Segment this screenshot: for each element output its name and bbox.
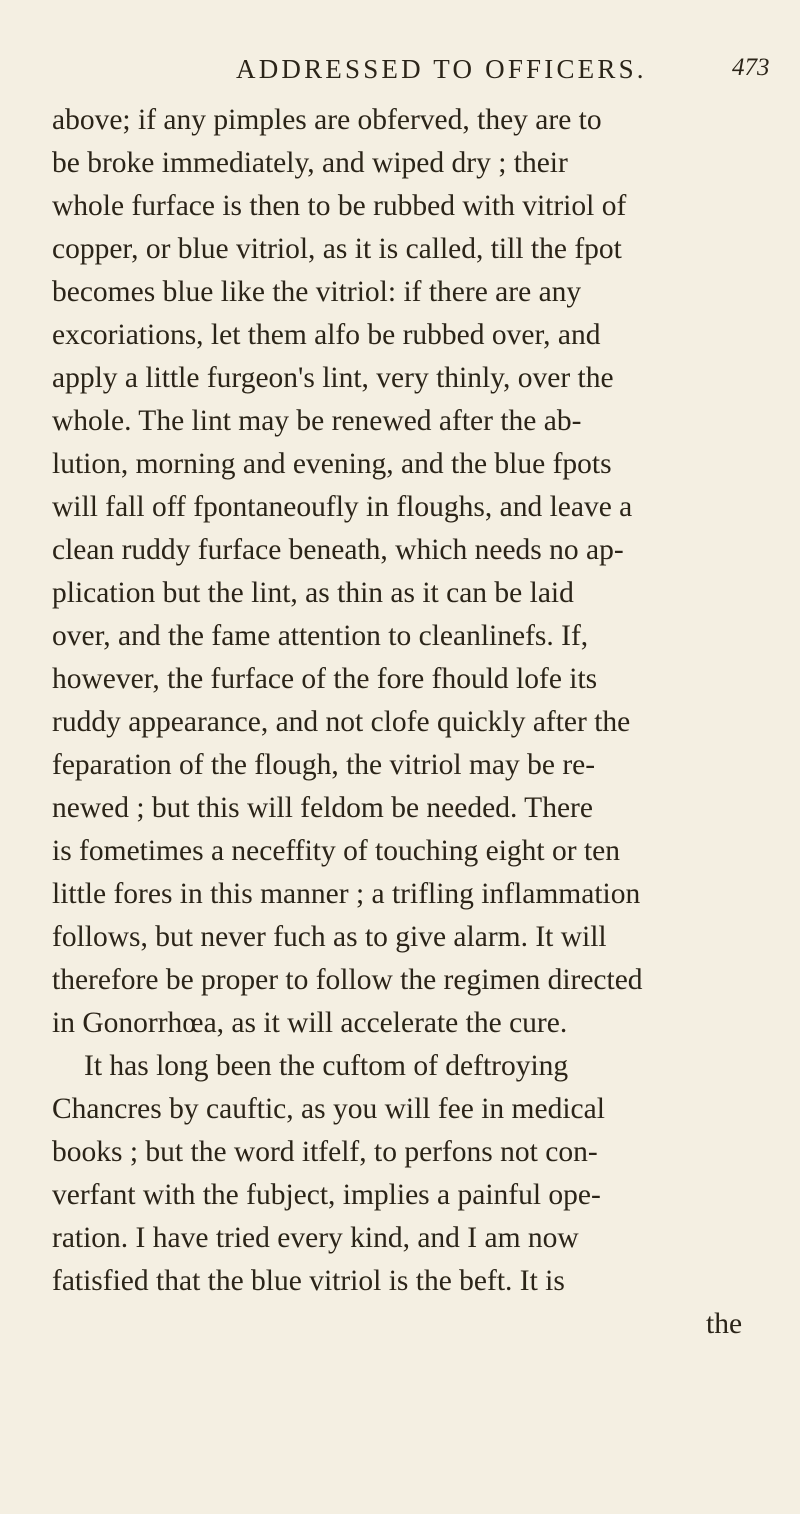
text-line: above; if any pimples are obferved, they are to (52, 104, 602, 136)
page-number: 473 (732, 54, 770, 81)
text-line: follows, but never fuch as to give alarm. It will (52, 921, 607, 953)
text-line: however, the furface of the fore fhould lofe its (52, 663, 598, 695)
catchword: the (706, 1308, 743, 1340)
text-line: newed ; but this will feldom be needed. There (52, 792, 593, 824)
text-line: excoriations, let them alfo be rubbed over, and (52, 319, 601, 351)
text-line: in Gonorrhœa, as it will accelerate the cure. (52, 1007, 568, 1039)
text-line: fatisfied that the blue vitriol is the beft. It is (52, 1265, 565, 1297)
text-line: verfant with the fubject, implies a painful ope- (52, 1179, 601, 1211)
text-line: books ; but the word itfelf, to perfons not con- (52, 1136, 598, 1168)
text-line: clean ruddy furface beneath, which needs no ap- (52, 534, 624, 566)
text-line: will fall off fpontaneoufly in floughs, and leave a (52, 491, 633, 523)
text-line: plication but the lint, as thin as it can be laid (52, 577, 574, 609)
text-line: whole furface is then to be rubbed with vitriol of (52, 190, 627, 222)
text-line: copper, or blue vitriol, as it is called, till the fpot (52, 233, 622, 265)
text-line: apply a little furgeon's lint, very thinly, over the (52, 362, 614, 394)
text-line: over, and the fame attention to cleanlinefs. If, (52, 620, 589, 652)
text-line: becomes blue like the vitriol: if there are any (52, 276, 582, 308)
text-line: Chancres by cauftic, as you will fee in medical (52, 1093, 605, 1125)
text-line: whole. The lint may be renewed after the ab- (52, 405, 582, 437)
text-line: little fores in this manner ; a trifling inflammation (52, 878, 641, 910)
text-line: lution, morning and evening, and the blue fpots (52, 448, 612, 480)
text-line: feparation of the flough, the vitriol may be re- (52, 749, 596, 781)
text-line: ruddy appearance, and not clofe quickly after the (52, 706, 631, 738)
running-head-title: ADDRESSED TO OFFICERS. (236, 54, 647, 84)
text-line: It has long been the cuftom of deftroying (84, 1050, 569, 1082)
text-line: be broke immediately, and wiped dry ; their (52, 147, 568, 179)
text-line: is fometimes a neceffity of touching eight or ten (52, 835, 620, 867)
text-line: ration. I have tried every kind, and I am now (52, 1222, 579, 1254)
text-line: therefore be proper to follow the regimen directed (52, 964, 643, 996)
running-head (0, 48, 800, 88)
